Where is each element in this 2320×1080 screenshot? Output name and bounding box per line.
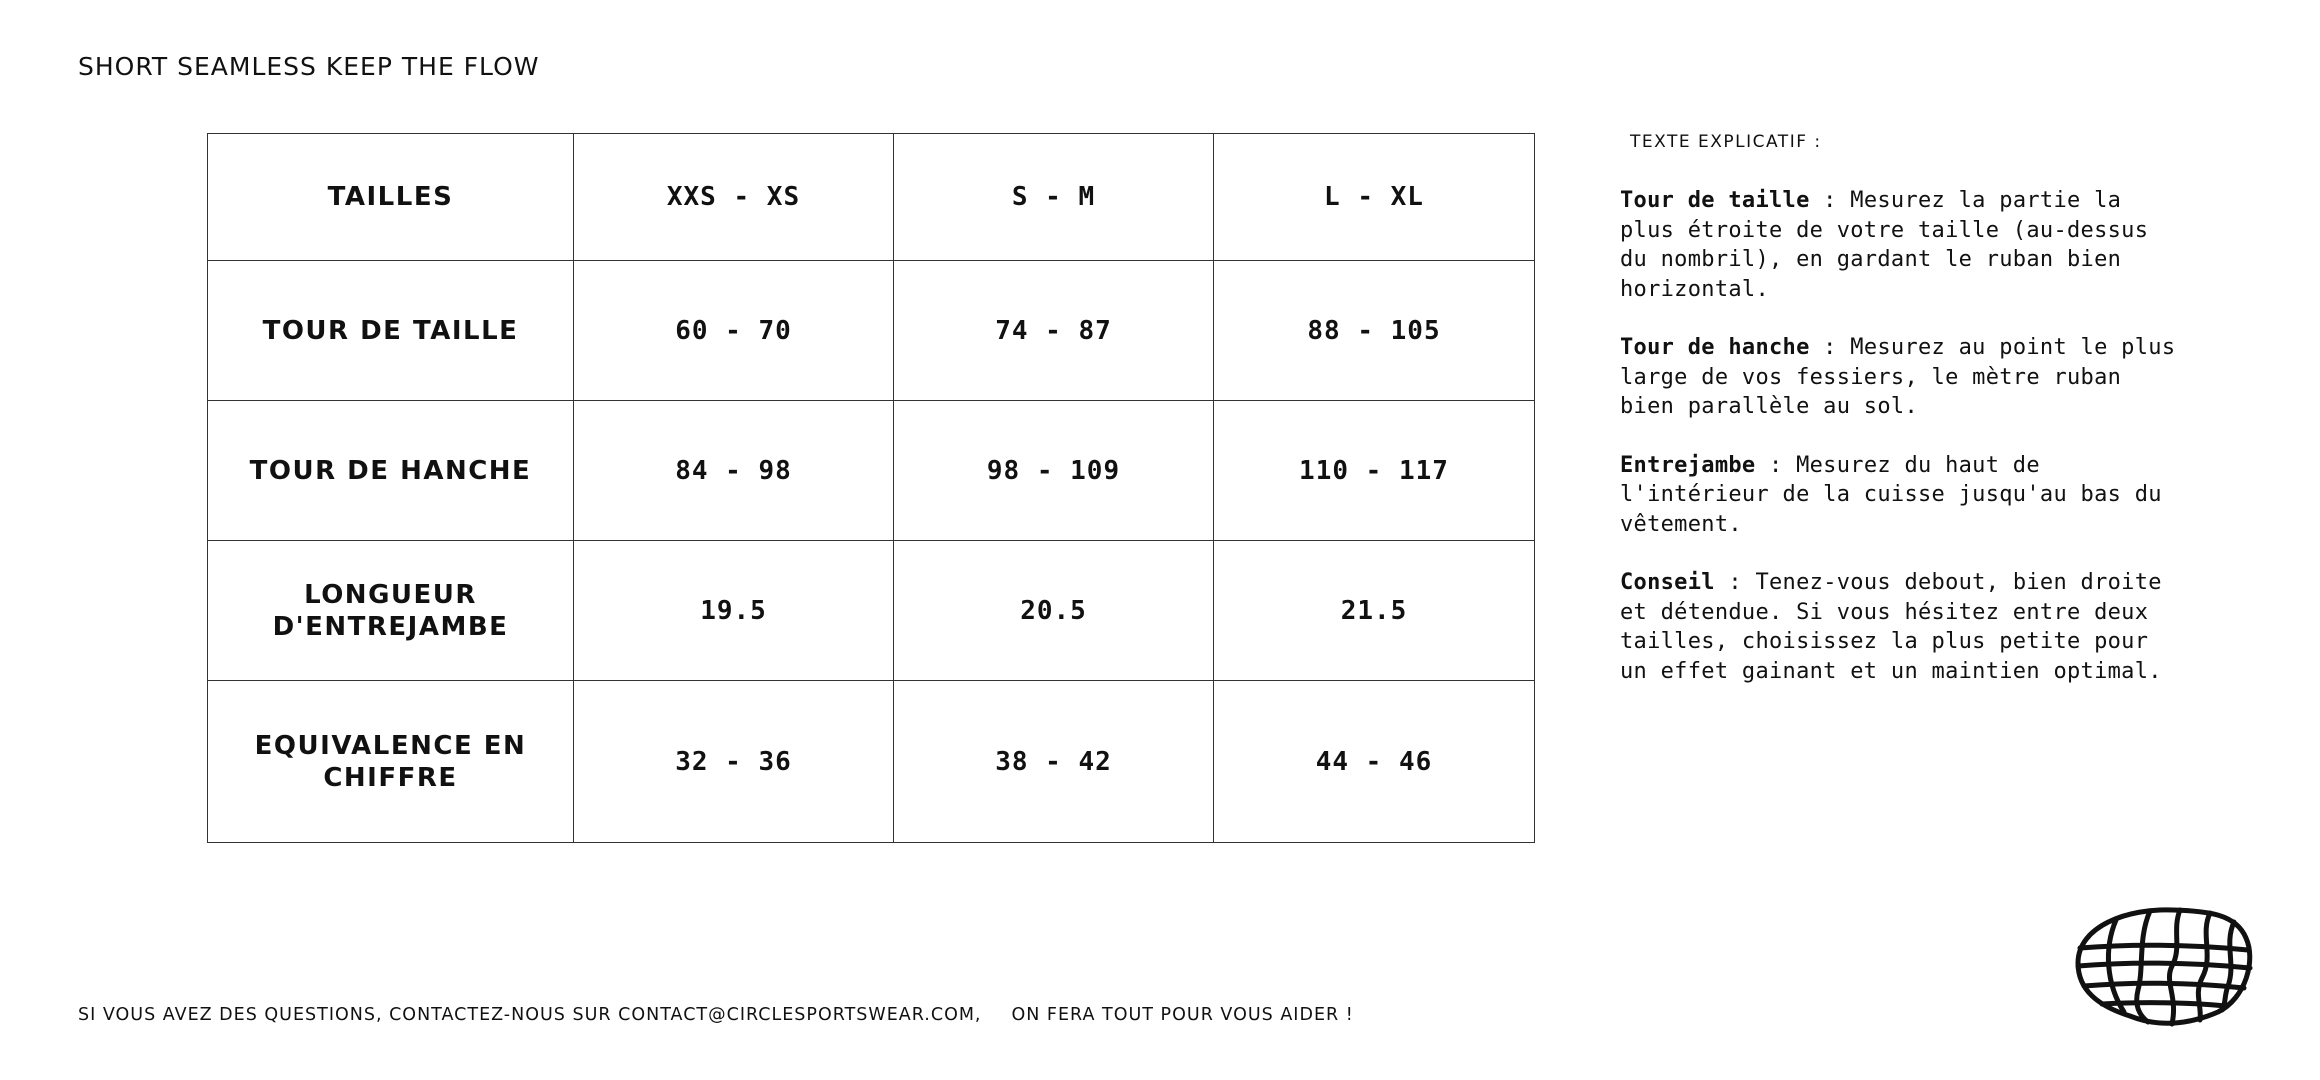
row-label-line: EQUIVALENCE EN (254, 730, 527, 761)
row-label-waist: TOUR DE TAILLE (208, 261, 574, 401)
table-header-row (208, 134, 1535, 261)
explanation-hip (1620, 333, 2180, 422)
table-cell: 98 - 109 (894, 401, 1214, 541)
table-row-waist (208, 261, 1535, 401)
table-row-hip (208, 401, 1535, 541)
table-cell: 21.5 (1214, 541, 1535, 681)
table-cell: 110 - 117 (1214, 401, 1535, 541)
table-cell: 60 - 70 (574, 261, 894, 401)
explanation-inseam (1620, 451, 2180, 540)
table-cell: 32 - 36 (574, 681, 894, 843)
row-label-hip: TOUR DE HANCHE (208, 401, 574, 541)
row-label-line: CHIFFRE (323, 762, 458, 793)
explanation-advice (1620, 568, 2180, 686)
footer-contact-note (78, 1005, 1354, 1025)
table-row-inseam (208, 541, 1535, 681)
footer-help-text: ON FERA TOUT POUR VOUS AIDER ! (1011, 1005, 1354, 1025)
footer-contact-text: SI VOUS AVEZ DES QUESTIONS, CONTACTEZ-NOUS SUR CONTACT@CIRCLESPORTSWEAR.COM, (78, 1005, 982, 1025)
explanation-term: Tour de hanche (1620, 335, 1810, 360)
row-label-line: LONGUEUR (304, 579, 477, 610)
table-cell: 74 - 87 (894, 261, 1214, 401)
header-cell-l-xl: L - XL (1214, 134, 1535, 261)
table-cell: 38 - 42 (894, 681, 1214, 843)
table-cell: 44 - 46 (1214, 681, 1535, 843)
explanation-text: : Mesurez au point le plus large de vos fessiers, le mètre ruban bien parallèle au sol. (1620, 335, 2176, 419)
page-title: SHORT SEAMLESS KEEP THE FLOW (78, 52, 540, 81)
table-cell: 19.5 (574, 541, 894, 681)
explanation-term: Entrejambe (1620, 452, 1756, 478)
table-cell: 88 - 105 (1214, 261, 1535, 401)
explanation-heading: TEXTE EXPLICATIF : (1630, 132, 1822, 152)
explanation-term: Conseil (1620, 570, 1715, 595)
row-label-number-equivalence (208, 681, 574, 843)
header-cell-sizes: TAILLES (208, 134, 574, 261)
row-label-inseam (208, 541, 574, 681)
explanation-waist (1620, 186, 2180, 304)
size-table (207, 133, 1535, 843)
explanation-text: : Mesurez la partie la plus étroite de votre taille (au-dessus du nombril), en gardant le ruban bien horizontal. (1620, 188, 2149, 302)
table-cell: 20.5 (894, 541, 1214, 681)
globe-logo-icon (2068, 898, 2258, 1028)
table-cell: 84 - 98 (574, 401, 894, 541)
explanation-text: : Tenez-vous debout, bien droite et détendue. Si vous hésitez entre deux tailles, choisissez la plus petite pour un effet gainant et un maintien optimal. (1620, 570, 2162, 684)
table-row-number-equivalence (208, 681, 1535, 843)
explanation-panel (1620, 132, 2180, 715)
explanation-text: : Mesurez du haut de l'intérieur de la cuisse jusqu'au bas du vêtement. (1620, 452, 2162, 537)
header-cell-s-m: S - M (894, 134, 1214, 261)
explanation-term: Tour de taille (1620, 188, 1810, 213)
header-cell-xxs-xs: XXS - XS (574, 134, 894, 261)
row-label-line: D'ENTREJAMBE (272, 611, 509, 642)
